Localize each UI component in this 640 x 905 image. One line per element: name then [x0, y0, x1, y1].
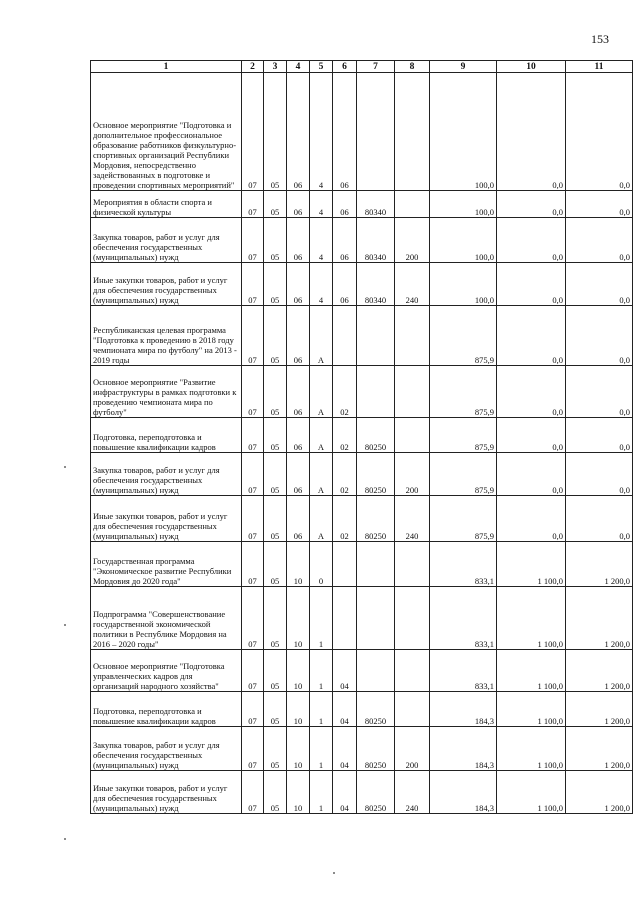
table-row: [91, 542, 633, 587]
value-cell-col-2: 07: [242, 191, 264, 218]
value-cell-col-3: 05: [264, 542, 287, 587]
value-cell-col-3: 05: [264, 771, 287, 814]
value-cell-col-4: 10: [287, 587, 310, 650]
value-cell-col-9: 875,9: [430, 453, 497, 496]
value-cell-col-11: 0,0: [566, 418, 633, 453]
value-cell-col-4: 06: [287, 306, 310, 366]
value-cell-col-10: 0,0: [497, 73, 566, 191]
table-row: [91, 73, 633, 191]
value-cell-col-5: 1: [310, 587, 333, 650]
value-cell-col-3: 05: [264, 306, 287, 366]
value-cell-col-4: 06: [287, 418, 310, 453]
table-row: [91, 263, 633, 306]
value-cell-col-5: 4: [310, 218, 333, 263]
value-cell-col-5: 4: [310, 191, 333, 218]
row-name-cell: Основное мероприятие "Подготовка управленческих кадров для организаций народного хозяйства": [91, 650, 242, 692]
row-name-cell: Закупка товаров, работ и услуг для обеспечения государственных (муниципальных) нужд: [91, 218, 242, 263]
value-cell-col-10: 1 100,0: [497, 650, 566, 692]
value-cell-col-3: 05: [264, 73, 287, 191]
value-cell-col-9: 833,1: [430, 587, 497, 650]
value-cell-col-6: 06: [333, 73, 357, 191]
value-cell-col-7: [357, 306, 395, 366]
value-cell-col-5: 4: [310, 263, 333, 306]
value-cell-col-5: 1: [310, 650, 333, 692]
row-name-cell: Основное мероприятие "Подготовка и дополнительное профессиональное образование работников физкультурно-спортивных организаций Республики Мордовия, непосредственно задействованных в подготовке и проведении спортивных мероприятий": [91, 73, 242, 191]
value-cell-col-7: 80250: [357, 453, 395, 496]
value-cell-col-9: 184,3: [430, 771, 497, 814]
value-cell-col-9: 184,3: [430, 692, 497, 727]
value-cell-col-3: 05: [264, 496, 287, 542]
value-cell-col-9: 100,0: [430, 191, 497, 218]
value-cell-col-10: 0,0: [497, 218, 566, 263]
value-cell-col-9: 875,9: [430, 306, 497, 366]
value-cell-col-7: 80340: [357, 191, 395, 218]
value-cell-col-3: 05: [264, 587, 287, 650]
value-cell-col-11: 0,0: [566, 496, 633, 542]
value-cell-col-8: [395, 650, 430, 692]
value-cell-col-3: 05: [264, 263, 287, 306]
row-name-cell: Иные закупки товаров, работ и услуг для обеспечения государственных (муниципальных) нужд: [91, 496, 242, 542]
value-cell-col-7: 80250: [357, 692, 395, 727]
value-cell-col-5: А: [310, 306, 333, 366]
value-cell-col-4: 06: [287, 218, 310, 263]
value-cell-col-3: 05: [264, 366, 287, 418]
table-row: [91, 418, 633, 453]
table-row: [91, 771, 633, 814]
column-header-1: 1: [91, 61, 242, 73]
value-cell-col-8: 200: [395, 453, 430, 496]
value-cell-col-3: 05: [264, 418, 287, 453]
value-cell-col-2: 07: [242, 542, 264, 587]
value-cell-col-5: 1: [310, 727, 333, 771]
value-cell-col-6: [333, 542, 357, 587]
value-cell-col-6: 06: [333, 218, 357, 263]
value-cell-col-11: 1 200,0: [566, 727, 633, 771]
value-cell-col-8: 240: [395, 263, 430, 306]
value-cell-col-10: 0,0: [497, 306, 566, 366]
value-cell-col-11: 0,0: [566, 453, 633, 496]
value-cell-col-2: 07: [242, 218, 264, 263]
value-cell-col-10: 0,0: [497, 366, 566, 418]
row-name-cell: Закупка товаров, работ и услуг для обеспечения государственных (муниципальных) нужд: [91, 727, 242, 771]
row-name-cell: Государственная программа "Экономическое развитие Республики Мордовия до 2020 года": [91, 542, 242, 587]
table-row: [91, 453, 633, 496]
value-cell-col-6: [333, 587, 357, 650]
value-cell-col-4: 06: [287, 191, 310, 218]
value-cell-col-11: 1 200,0: [566, 587, 633, 650]
value-cell-col-11: 0,0: [566, 306, 633, 366]
value-cell-col-5: 4: [310, 73, 333, 191]
value-cell-col-3: 05: [264, 191, 287, 218]
value-cell-col-9: 875,9: [430, 496, 497, 542]
value-cell-col-4: 10: [287, 542, 310, 587]
value-cell-col-9: 100,0: [430, 73, 497, 191]
value-cell-col-9: 100,0: [430, 263, 497, 306]
value-cell-col-6: 02: [333, 418, 357, 453]
value-cell-col-11: 0,0: [566, 263, 633, 306]
value-cell-col-5: 1: [310, 771, 333, 814]
value-cell-col-8: [395, 418, 430, 453]
value-cell-col-3: 05: [264, 218, 287, 263]
column-header-8: 8: [395, 61, 430, 73]
table-row: [91, 727, 633, 771]
value-cell-col-7: 80250: [357, 496, 395, 542]
value-cell-col-6: 04: [333, 692, 357, 727]
value-cell-col-7: [357, 650, 395, 692]
value-cell-col-11: 1 200,0: [566, 650, 633, 692]
value-cell-col-10: 0,0: [497, 496, 566, 542]
value-cell-col-10: 1 100,0: [497, 542, 566, 587]
value-cell-col-6: 02: [333, 453, 357, 496]
value-cell-col-10: 0,0: [497, 191, 566, 218]
value-cell-col-2: 07: [242, 306, 264, 366]
value-cell-col-10: 1 100,0: [497, 771, 566, 814]
value-cell-col-10: 1 100,0: [497, 727, 566, 771]
column-header-3: 3: [264, 61, 287, 73]
table-row: [91, 496, 633, 542]
value-cell-col-8: 240: [395, 496, 430, 542]
table-row: [91, 306, 633, 366]
value-cell-col-8: [395, 366, 430, 418]
value-cell-col-4: 06: [287, 366, 310, 418]
row-name-cell: Подготовка, переподготовка и повышение квалификации кадров: [91, 692, 242, 727]
scan-speck: [333, 872, 335, 874]
value-cell-col-3: 05: [264, 453, 287, 496]
value-cell-col-11: 0,0: [566, 218, 633, 263]
value-cell-col-7: [357, 366, 395, 418]
column-header-10: 10: [497, 61, 566, 73]
value-cell-col-8: [395, 306, 430, 366]
value-cell-col-2: 07: [242, 263, 264, 306]
value-cell-col-4: 10: [287, 771, 310, 814]
table-header-row: [91, 61, 633, 73]
value-cell-col-10: 0,0: [497, 418, 566, 453]
value-cell-col-4: 10: [287, 650, 310, 692]
value-cell-col-6: 06: [333, 263, 357, 306]
value-cell-col-9: 833,1: [430, 650, 497, 692]
value-cell-col-5: А: [310, 453, 333, 496]
value-cell-col-10: 1 100,0: [497, 692, 566, 727]
value-cell-col-10: 1 100,0: [497, 587, 566, 650]
value-cell-col-9: 833,1: [430, 542, 497, 587]
row-name-cell: Подготовка, переподготовка и повышение квалификации кадров: [91, 418, 242, 453]
value-cell-col-2: 07: [242, 73, 264, 191]
table-row: [91, 587, 633, 650]
table-row: [91, 366, 633, 418]
value-cell-col-11: 0,0: [566, 191, 633, 218]
value-cell-col-3: 05: [264, 650, 287, 692]
value-cell-col-5: 1: [310, 692, 333, 727]
value-cell-col-5: 0: [310, 542, 333, 587]
table-row: [91, 191, 633, 218]
value-cell-col-8: [395, 73, 430, 191]
value-cell-col-9: 184,3: [430, 727, 497, 771]
value-cell-col-8: [395, 587, 430, 650]
row-name-cell: Основное мероприятие "Развитие инфраструктуры в рамках подготовки к проведению чемпионата мира по футболу": [91, 366, 242, 418]
table-body: [91, 73, 633, 814]
value-cell-col-9: 875,9: [430, 366, 497, 418]
value-cell-col-11: 1 200,0: [566, 771, 633, 814]
column-header-6: 6: [333, 61, 357, 73]
value-cell-col-10: 0,0: [497, 453, 566, 496]
value-cell-col-5: А: [310, 496, 333, 542]
value-cell-col-2: 07: [242, 727, 264, 771]
value-cell-col-11: 1 200,0: [566, 542, 633, 587]
value-cell-col-3: 05: [264, 692, 287, 727]
value-cell-col-2: 07: [242, 650, 264, 692]
row-name-cell: Мероприятия в области спорта и физической культуры: [91, 191, 242, 218]
value-cell-col-2: 07: [242, 692, 264, 727]
row-name-cell: Подпрограмма "Совершенствование государственной экономической политики в Республике Мордовия на 2016 – 2020 годы": [91, 587, 242, 650]
value-cell-col-2: 07: [242, 366, 264, 418]
scan-speck: [64, 838, 66, 840]
value-cell-col-7: 80340: [357, 218, 395, 263]
value-cell-col-6: [333, 306, 357, 366]
value-cell-col-6: 02: [333, 496, 357, 542]
value-cell-col-4: 06: [287, 496, 310, 542]
value-cell-col-11: 0,0: [566, 73, 633, 191]
value-cell-col-6: 02: [333, 366, 357, 418]
column-header-4: 4: [287, 61, 310, 73]
value-cell-col-4: 06: [287, 73, 310, 191]
value-cell-col-7: 80250: [357, 418, 395, 453]
value-cell-col-7: [357, 73, 395, 191]
column-header-9: 9: [430, 61, 497, 73]
value-cell-col-11: 0,0: [566, 366, 633, 418]
value-cell-col-2: 07: [242, 587, 264, 650]
value-cell-col-5: А: [310, 418, 333, 453]
table-row: [91, 218, 633, 263]
value-cell-col-8: [395, 191, 430, 218]
row-name-cell: Иные закупки товаров, работ и услуг для обеспечения государственных (муниципальных) нужд: [91, 771, 242, 814]
value-cell-col-10: 0,0: [497, 263, 566, 306]
row-name-cell: Иные закупки товаров, работ и услуг для обеспечения государственных (муниципальных) нужд: [91, 263, 242, 306]
value-cell-col-6: 04: [333, 727, 357, 771]
table-row: [91, 692, 633, 727]
value-cell-col-2: 07: [242, 496, 264, 542]
value-cell-col-4: 06: [287, 453, 310, 496]
value-cell-col-8: 240: [395, 771, 430, 814]
value-cell-col-7: 80250: [357, 771, 395, 814]
value-cell-col-3: 05: [264, 727, 287, 771]
table-row: [91, 650, 633, 692]
value-cell-col-9: 875,9: [430, 418, 497, 453]
value-cell-col-11: 1 200,0: [566, 692, 633, 727]
column-header-7: 7: [357, 61, 395, 73]
value-cell-col-8: [395, 542, 430, 587]
row-name-cell: Республиканская целевая программа "Подготовка к проведению в 2018 году чемпионата мира по футболу" на 2013 - 2019 годы: [91, 306, 242, 366]
column-header-11: 11: [566, 61, 633, 73]
column-header-5: 5: [310, 61, 333, 73]
value-cell-col-4: 10: [287, 692, 310, 727]
value-cell-col-2: 07: [242, 418, 264, 453]
value-cell-col-8: [395, 692, 430, 727]
value-cell-col-7: 80340: [357, 263, 395, 306]
value-cell-col-7: 80250: [357, 727, 395, 771]
value-cell-col-6: 04: [333, 650, 357, 692]
budget-table: [90, 60, 633, 814]
value-cell-col-4: 06: [287, 263, 310, 306]
value-cell-col-5: А: [310, 366, 333, 418]
value-cell-col-8: 200: [395, 727, 430, 771]
column-header-2: 2: [242, 61, 264, 73]
value-cell-col-4: 10: [287, 727, 310, 771]
value-cell-col-6: 06: [333, 191, 357, 218]
scan-speck: [64, 466, 66, 468]
value-cell-col-7: [357, 587, 395, 650]
value-cell-col-8: 200: [395, 218, 430, 263]
row-name-cell: Закупка товаров, работ и услуг для обеспечения государственных (муниципальных) нужд: [91, 453, 242, 496]
value-cell-col-9: 100,0: [430, 218, 497, 263]
page-number: 153: [591, 32, 609, 46]
value-cell-col-7: [357, 542, 395, 587]
value-cell-col-2: 07: [242, 771, 264, 814]
value-cell-col-6: 04: [333, 771, 357, 814]
value-cell-col-2: 07: [242, 453, 264, 496]
scan-speck: [64, 624, 66, 626]
